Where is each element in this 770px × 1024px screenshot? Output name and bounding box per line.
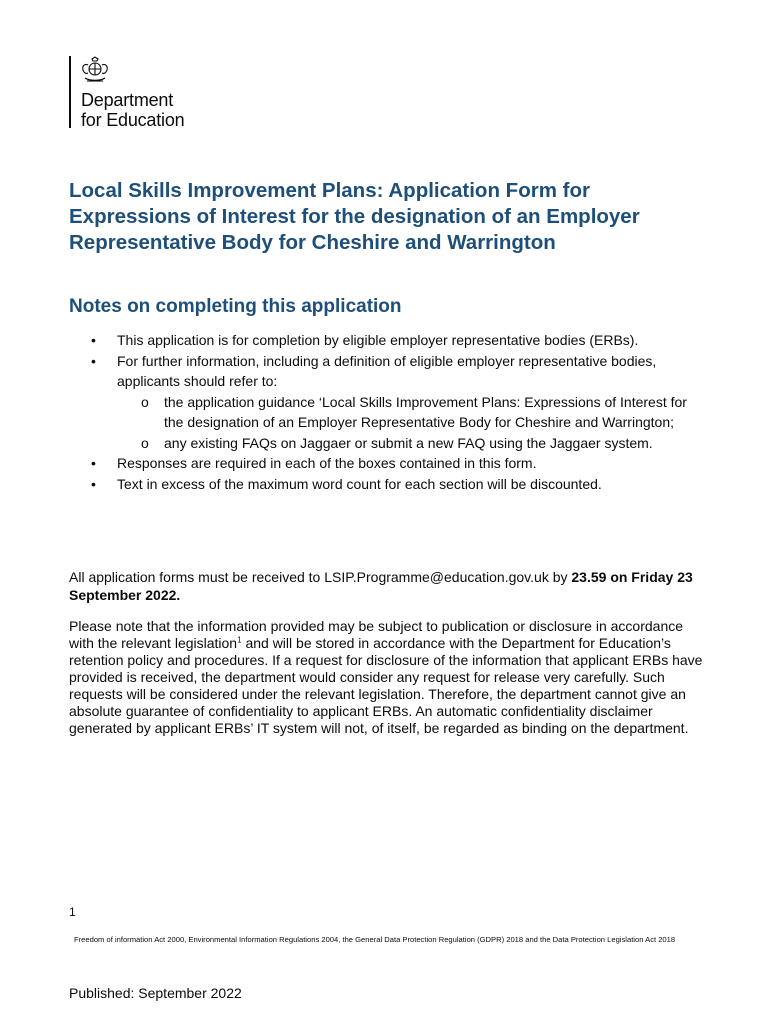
deadline-paragraph <box>69 568 709 604</box>
list-item <box>69 351 709 392</box>
published-date: Published: September 2022 <box>69 985 242 1001</box>
notes-list <box>69 330 709 494</box>
bullet-text: Responses are required in each of the boxes contained in this form. <box>117 455 537 471</box>
sub-bullet-text: the application guidance ‘Local Skills Improvement Plans: Expressions of Interest for the designation of an Employer Representative Body for Cheshire and Warrington; <box>164 393 687 430</box>
disclosure-text-part2: and will be stored in accordance with the Department for Education’s retention policy and procedures. If a request for disclosure of the information that applicant ERBs have provided is received, the department would consider any request for release very carefully. Such requests will be considered under the relevant legislation. Therefore, the department cannot give an absolute guarantee of confidentiality to applicant ERBs. An automatic confidentiality disclaimer generated by applicant ERBs’ IT system will not, of itself, be regarded as binding on the department. <box>69 635 703 736</box>
deadline-date: 23.59 on Friday 23 September 2022. <box>69 569 693 603</box>
footnote-text: Freedom of information Act 2000, Environmental Information Regulations 2004, the General Data Protection Regulation (GDPR) 2018 and the Data Protection Legislation Act 2018 <box>74 935 676 944</box>
logo-text <box>81 90 184 130</box>
disclosure-paragraph <box>69 618 709 737</box>
document-title: Local Skills Improvement Plans: Application Form for Expressions of Interest for the designation of an Employer Representative Body for Cheshire and Warrington <box>69 179 640 254</box>
footnote-reference: 1 <box>237 635 242 645</box>
bullet-text: This application is for completion by eligible employer representative bodies (ERBs). <box>117 332 639 348</box>
notes-heading: Notes on completing this application <box>69 296 402 317</box>
dfe-logo <box>69 56 185 130</box>
royal-crest-icon <box>79 56 111 84</box>
list-item <box>69 453 709 474</box>
bullet-text: For further information, including a definition of eligible employer representative bodies, applicants should refer to: <box>117 352 657 389</box>
bullet-text: Text in excess of the maximum word count for each section will be discounted. <box>117 475 602 492</box>
list-item <box>69 330 709 351</box>
list-item <box>69 474 709 495</box>
bullet-marker: • <box>91 332 96 348</box>
deadline-text: All application forms must be received to LSIP.Programme@education.gov.uk by <box>69 569 572 585</box>
bullet-marker: • <box>91 475 96 492</box>
sub-list-item <box>69 392 709 433</box>
sub-bullet-marker: o <box>141 393 149 410</box>
bullet-marker: • <box>91 352 96 369</box>
disclosure-text-part1: Please note that the information provided may be subject to publication or disclosure in accordance with the relevant legislation <box>69 618 684 651</box>
bullet-marker: • <box>91 455 96 471</box>
footnote-number: 1 <box>69 905 76 919</box>
sub-bullet-text: any existing FAQs on Jaggaer or submit a new FAQ using the Jaggaer system. <box>164 434 653 451</box>
logo-line-department: Department <box>81 90 174 110</box>
sub-list-item <box>69 433 709 454</box>
logo-line-education: for Education <box>81 110 185 130</box>
sub-bullet-marker: o <box>141 434 149 451</box>
